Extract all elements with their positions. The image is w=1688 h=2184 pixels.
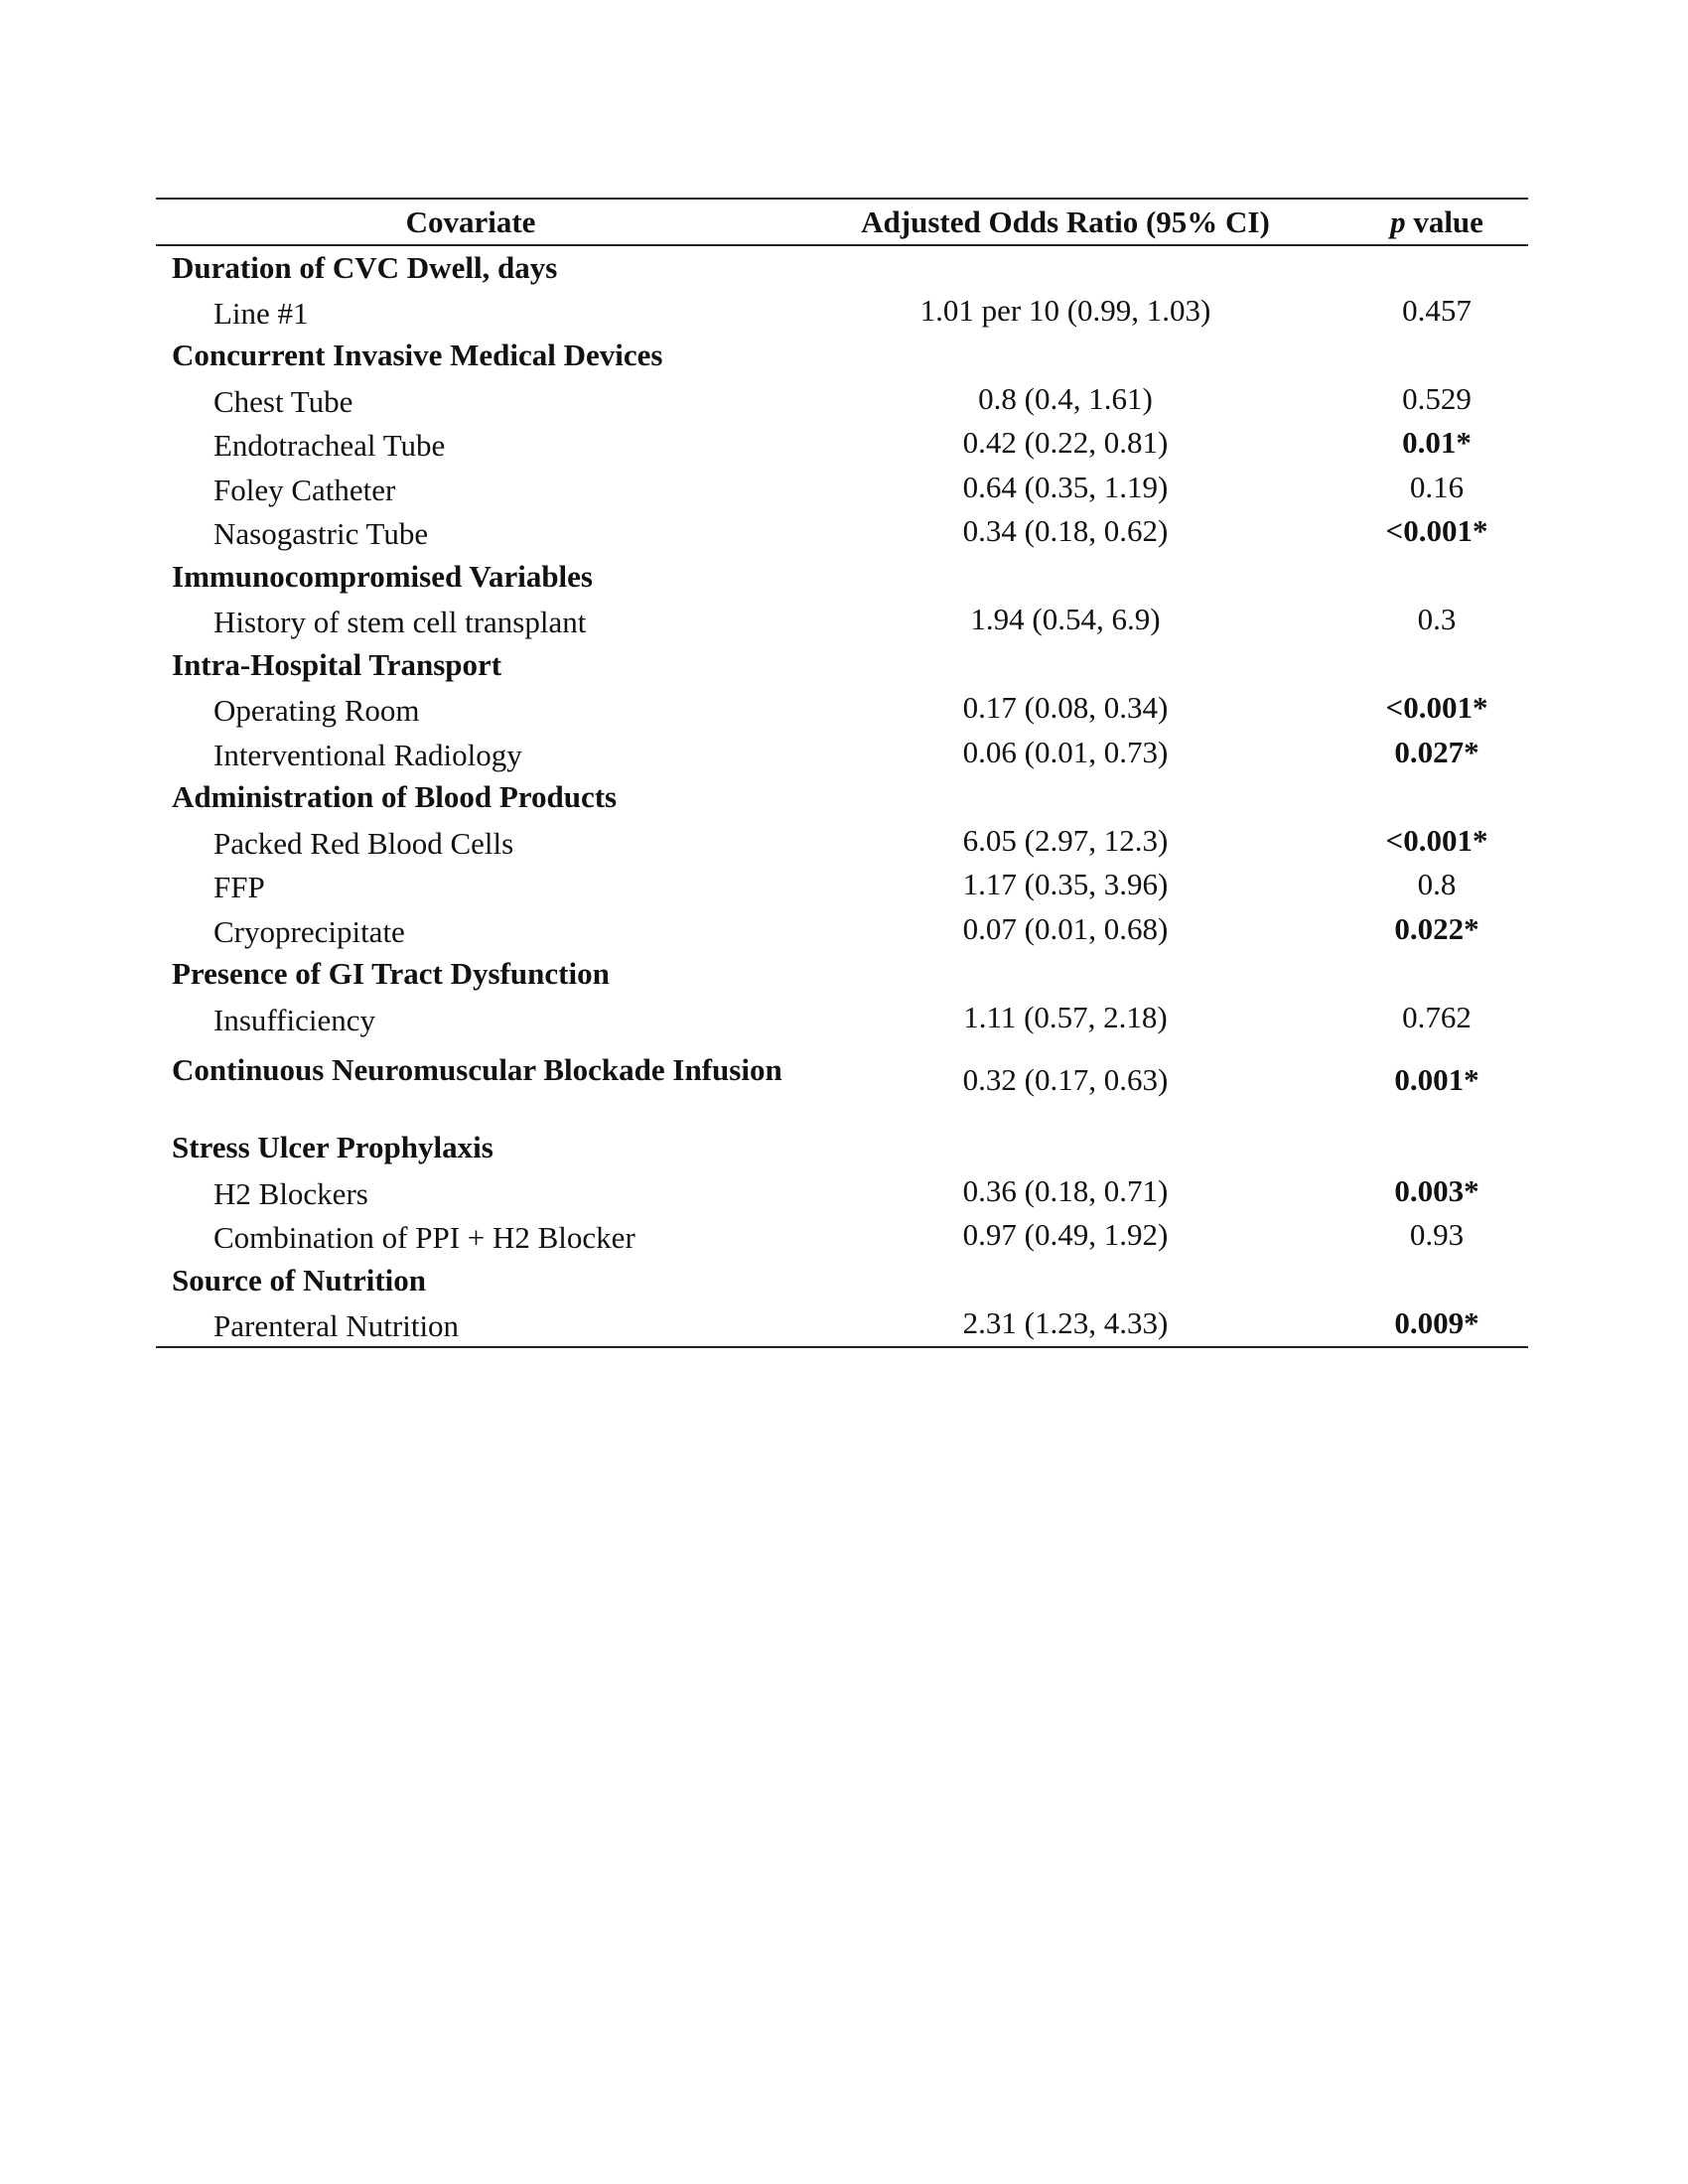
p-value-cell: 0.3 xyxy=(1417,602,1457,637)
odds-ratio-cell xyxy=(785,775,1345,820)
p-value-cell xyxy=(1345,775,1528,820)
table-row xyxy=(156,864,1528,908)
table-group-row xyxy=(156,952,1528,997)
p-value-cell: <0.001* xyxy=(1385,822,1488,858)
covariate-label: History of stem cell transplant xyxy=(213,605,587,640)
p-value-cell xyxy=(1345,952,1528,997)
p-value-cell: 0.762 xyxy=(1402,999,1472,1034)
covariate-label: Insufficiency xyxy=(213,1002,375,1037)
odds-ratio-cell: 0.07 (0.01, 0.68) xyxy=(962,910,1169,946)
group-label: Intra-Hospital Transport xyxy=(172,646,502,682)
table-row xyxy=(156,1214,1528,1259)
p-value-cell xyxy=(1345,334,1528,378)
covariate-label: Foley Catheter xyxy=(213,472,396,507)
table-row xyxy=(156,820,1528,865)
odds-ratio-cell: 0.8 (0.4, 1.61) xyxy=(978,380,1153,416)
p-value-cell: 0.001* xyxy=(1394,1062,1479,1097)
odds-ratio-cell xyxy=(785,952,1345,997)
odds-ratio-cell: 0.32 (0.17, 0.63) xyxy=(962,1062,1169,1097)
odds-ratio-cell: 0.64 (0.35, 1.19) xyxy=(962,469,1169,504)
p-value-cell xyxy=(1345,1126,1528,1170)
table-row xyxy=(156,1302,1528,1347)
covariate-label: Combination of PPI + H2 Blocker xyxy=(213,1220,635,1256)
header-row xyxy=(156,199,1528,245)
header-p-letter: p xyxy=(1390,205,1406,240)
table-header xyxy=(156,199,1528,245)
odds-ratio-cell: 0.06 (0.01, 0.73) xyxy=(962,734,1169,769)
p-value-cell: 0.003* xyxy=(1394,1172,1479,1208)
table-body xyxy=(156,245,1528,1347)
odds-ratio-cell: 0.17 (0.08, 0.34) xyxy=(962,690,1169,726)
odds-ratio-cell xyxy=(785,643,1345,688)
covariate-label: Endotracheal Tube xyxy=(213,428,446,464)
table-group-row xyxy=(156,1126,1528,1170)
header-p-suffix: value xyxy=(1405,205,1483,240)
odds-ratio-cell xyxy=(785,1259,1345,1303)
covariate-label: Operating Room xyxy=(213,693,420,729)
table-row xyxy=(156,997,1528,1041)
group-label: Continuous Neuromuscular Blockade Infusion xyxy=(172,1052,782,1087)
covariate-label: Parenteral Nutrition xyxy=(156,1302,785,1347)
p-value-cell: 0.01* xyxy=(1402,425,1472,461)
p-value-cell xyxy=(1345,555,1528,600)
table-row xyxy=(156,732,1528,776)
odds-ratio-cell: 0.97 (0.49, 1.92) xyxy=(962,1217,1169,1253)
p-value-cell: 0.16 xyxy=(1409,469,1465,504)
group-label: Concurrent Invasive Medical Devices xyxy=(172,338,663,373)
covariate-label: Packed Red Blood Cells xyxy=(213,825,514,861)
p-value-cell: 0.022* xyxy=(1394,910,1479,946)
odds-ratio-cell: 0.42 (0.22, 0.81) xyxy=(962,425,1169,461)
p-value-cell: <0.001* xyxy=(1385,513,1488,549)
p-value-cell xyxy=(1345,245,1528,290)
odds-ratio-cell: 2.31 (1.23, 4.33) xyxy=(785,1302,1345,1347)
group-label: Stress Ulcer Prophylaxis xyxy=(172,1130,493,1165)
table-group-row xyxy=(156,775,1528,820)
odds-ratio-cell xyxy=(785,555,1345,600)
table-row xyxy=(156,290,1528,335)
table-group-row xyxy=(156,334,1528,378)
group-label: Duration of CVC Dwell, days xyxy=(172,249,558,285)
odds-ratio-cell: 1.11 (0.57, 2.18) xyxy=(963,999,1168,1034)
odds-ratio-cell xyxy=(785,1126,1345,1170)
group-label: Source of Nutrition xyxy=(172,1262,427,1297)
p-value-cell: 0.93 xyxy=(1409,1217,1465,1253)
p-value-cell: 0.8 xyxy=(1417,867,1457,902)
table-group-row xyxy=(156,1259,1528,1303)
odds-ratio-cell: 0.34 (0.18, 0.62) xyxy=(962,513,1169,549)
header-odds-ratio: Adjusted Odds Ratio (95% CI) xyxy=(785,199,1345,245)
p-value-cell: 0.009* xyxy=(1345,1302,1528,1347)
table-row xyxy=(156,687,1528,732)
header-p-value xyxy=(1345,199,1528,245)
group-label: Administration of Blood Products xyxy=(172,779,618,815)
odds-ratio-cell: 1.94 (0.54, 6.9) xyxy=(970,602,1161,637)
table-group-row xyxy=(156,1040,1528,1126)
covariate-label: Nasogastric Tube xyxy=(213,516,429,552)
table-group-row xyxy=(156,245,1528,290)
odds-ratio-cell xyxy=(785,334,1345,378)
table-row xyxy=(156,422,1528,467)
covariate-label: Chest Tube xyxy=(213,383,353,419)
table-row xyxy=(156,599,1528,643)
table-row xyxy=(156,467,1528,511)
table-row xyxy=(156,1170,1528,1215)
covariate-label: Line #1 xyxy=(213,295,309,331)
covariate-label: H2 Blockers xyxy=(213,1175,368,1211)
p-value-cell: 0.529 xyxy=(1402,380,1472,416)
p-value-cell: 0.457 xyxy=(1402,292,1472,328)
p-value-cell: <0.001* xyxy=(1385,690,1488,726)
table-group-row xyxy=(156,555,1528,600)
covariate-label: Cryoprecipitate xyxy=(213,913,405,949)
covariate-label: Interventional Radiology xyxy=(213,737,522,772)
odds-ratio-cell: 1.17 (0.35, 3.96) xyxy=(962,867,1169,902)
table-group-row xyxy=(156,643,1528,688)
odds-ratio-cell: 0.36 (0.18, 0.71) xyxy=(962,1172,1169,1208)
group-label: Immunocompromised Variables xyxy=(172,558,593,594)
table-row xyxy=(156,378,1528,423)
results-table xyxy=(156,198,1528,1348)
covariate-label: FFP xyxy=(213,870,265,905)
odds-ratio-cell: 6.05 (2.97, 12.3) xyxy=(962,822,1169,858)
odds-ratio-cell: 1.01 per 10 (0.99, 1.03) xyxy=(919,292,1211,328)
table-row xyxy=(156,510,1528,555)
header-covariate: Covariate xyxy=(156,199,785,245)
odds-ratio-cell xyxy=(785,245,1345,290)
p-value-cell: 0.027* xyxy=(1394,734,1479,769)
p-value-cell xyxy=(1345,643,1528,688)
p-value-cell xyxy=(1345,1259,1528,1303)
table-row xyxy=(156,908,1528,953)
group-label: Presence of GI Tract Dysfunction xyxy=(172,956,610,992)
